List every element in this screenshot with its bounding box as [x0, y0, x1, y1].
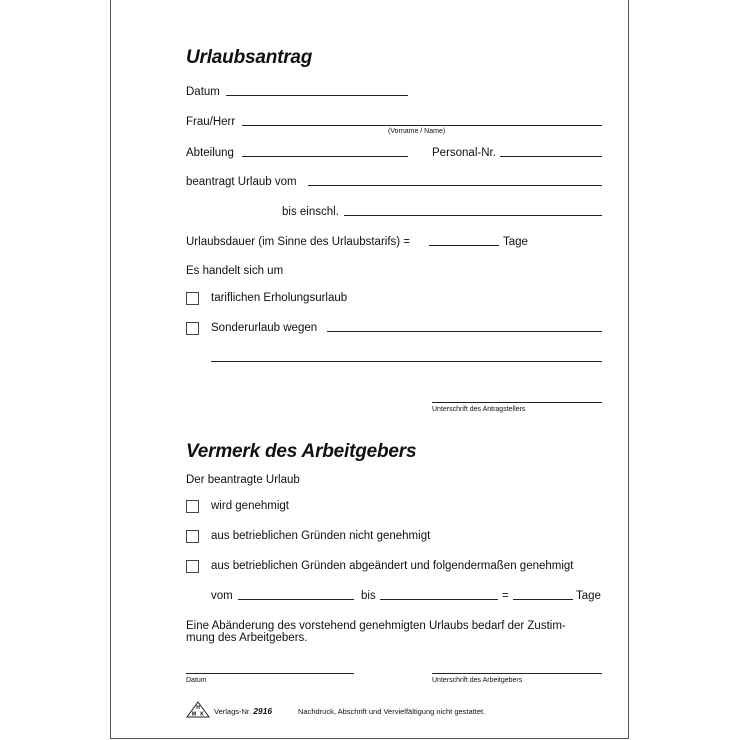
- antragsteller-signature-line[interactable]: [432, 402, 602, 403]
- option-abgeaendert-label: aus betrieblichen Gründen abgeändert und folgendermaßen genehmigt: [211, 560, 574, 572]
- vom-field[interactable]: [238, 599, 354, 600]
- arbeitgeber-signature-label: Unterschrift des Arbeitgebers: [432, 677, 523, 684]
- name-hint: (Vorname / Name): [388, 128, 446, 135]
- verlag-prefix: Verlags-Nr.: [214, 707, 252, 716]
- option-genehmigt-label: wird genehmigt: [211, 500, 289, 512]
- abteilung-label: Abteilung: [186, 147, 234, 159]
- tage-label: Tage: [503, 236, 528, 248]
- name-label: Frau/Herr: [186, 116, 236, 128]
- personal-nr-field[interactable]: [500, 156, 602, 157]
- checkbox-nicht-genehmigt[interactable]: [186, 530, 199, 543]
- copyright-notice: Nachdruck, Abschrift und Vervielfältigung nicht gestattet.: [298, 707, 486, 716]
- vom-label: vom: [211, 590, 233, 602]
- checkbox-sonderurlaub[interactable]: [186, 322, 199, 335]
- datum-label: Datum: [186, 86, 220, 98]
- verlag-nr: [214, 706, 272, 716]
- sonderurlaub-reason-field-2[interactable]: [211, 361, 602, 362]
- beantragt-label: beantragt Urlaub vom: [186, 176, 297, 188]
- form-title: Urlaubsantrag: [186, 47, 313, 68]
- logo-letter-k: K: [200, 711, 204, 718]
- option-nicht-label: aus betrieblichen Gründen nicht genehmigt: [211, 530, 431, 542]
- name-field[interactable]: [242, 125, 602, 126]
- bis-einschl-field[interactable]: [344, 215, 602, 216]
- verlag-number: 2916: [253, 706, 273, 716]
- abteilung-field[interactable]: [242, 156, 408, 157]
- equals-sign: =: [502, 590, 509, 602]
- urlaubsdauer-field[interactable]: [429, 245, 499, 246]
- option-tariflich-label: tariflichen Erholungsurlaub: [211, 292, 348, 304]
- checkbox-abgeaendert[interactable]: [186, 560, 199, 573]
- personal-nr-label: Personal-Nr.: [432, 147, 496, 159]
- urlaubsdauer-label: Urlaubsdauer (im Sinne des Urlaubstarifs) =: [186, 236, 411, 248]
- sonderurlaub-reason-field[interactable]: [327, 331, 602, 332]
- checkbox-tariflich[interactable]: [186, 292, 199, 305]
- arbeitgeber-datum-label: Datum: [186, 677, 207, 684]
- publisher-logo: [186, 701, 210, 718]
- checkbox-genehmigt[interactable]: [186, 500, 199, 513]
- bis-label: bis: [361, 590, 376, 602]
- arbeitgeber-datum-line[interactable]: [186, 673, 354, 674]
- handelt-label: Es handelt sich um: [186, 265, 284, 277]
- logo-letter-m: M: [191, 711, 197, 718]
- arbeitgeber-signature-line[interactable]: [432, 673, 602, 674]
- urlaub-vom-field[interactable]: [308, 185, 602, 186]
- note-line-2: mung des Arbeitgebers.: [186, 632, 308, 644]
- employer-title: Vermerk des Arbeitgebers: [186, 441, 417, 462]
- logo-letter-h: H: [196, 705, 200, 711]
- bis-field[interactable]: [380, 599, 498, 600]
- antragsteller-signature-label: Unterschrift des Antragstellers: [432, 406, 526, 413]
- tage-label-2: Tage: [576, 590, 601, 602]
- note-line-1: Eine Abänderung des vorstehend genehmigten Urlaubs bedarf der Zustim-: [186, 620, 566, 632]
- tage-field[interactable]: [513, 599, 573, 600]
- employer-intro: Der beantragte Urlaub: [186, 474, 300, 486]
- datum-field[interactable]: [226, 95, 408, 96]
- option-sonder-label: Sonderurlaub wegen: [211, 322, 318, 334]
- bis-einschl-label: bis einschl.: [282, 206, 339, 218]
